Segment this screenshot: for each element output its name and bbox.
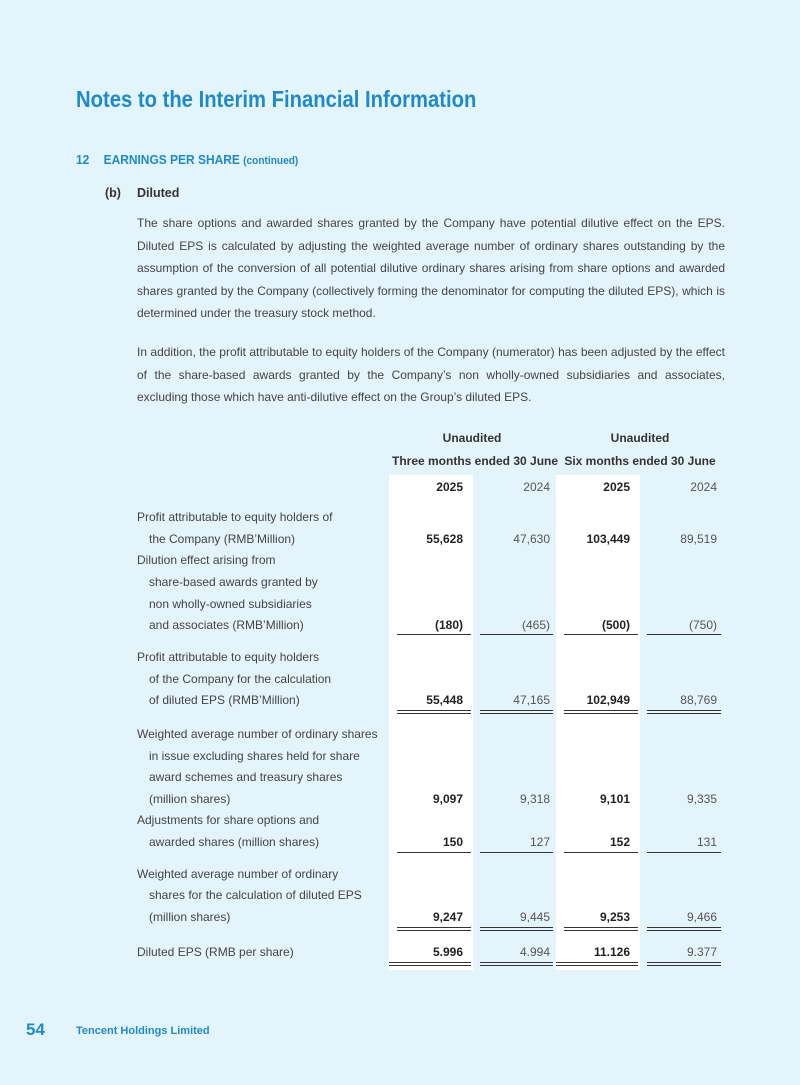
- total-double-rule: [389, 965, 471, 966]
- total-double-rule: [480, 965, 553, 966]
- subtotal-rule: [397, 852, 471, 853]
- row-label-line: and associates (RMB’Million): [149, 618, 304, 632]
- row-label-line: Weighted average number of ordinary shares: [137, 727, 378, 741]
- subtotal-rule: [480, 634, 553, 635]
- cell-value: 89,519: [680, 532, 717, 546]
- year-header-q-2024: 2024: [523, 480, 550, 494]
- paragraph-profit-adjustment: In addition, the profit attributable to equity holders of the Company (numerator) has been adjusted by the effect of the share-based awards granted by the Company’s non wholly-owned subsidiaries and associates, excluding those which have anti-dilutive effect on the Group’s diluted EPS.: [137, 345, 725, 404]
- row-label-line: awarded shares (million shares): [149, 835, 320, 849]
- column-highlight-q-2025: [389, 475, 473, 970]
- column-highlight-h-2025: [556, 475, 640, 970]
- total-double-rule: [647, 713, 721, 714]
- row-label-line: shares for the calculation of diluted EPS: [149, 888, 362, 902]
- cell-value: 103,449: [586, 532, 630, 546]
- cell-value: 9.377: [686, 945, 717, 959]
- cell-value: 9,318: [519, 792, 550, 806]
- cell-value: 47,165: [513, 693, 550, 707]
- subtotal-rule: [647, 634, 721, 635]
- row-label-line: (million shares): [149, 792, 231, 806]
- total-double-rule: [647, 927, 721, 928]
- group-status-three-months: Unaudited: [442, 431, 502, 445]
- cell-value: 9,101: [599, 792, 630, 806]
- row-label-line: share-based awards granted by: [149, 575, 318, 589]
- row-label-line: Diluted EPS (RMB per share): [137, 945, 294, 959]
- total-double-rule: [397, 927, 471, 928]
- cell-value: 9,335: [686, 792, 717, 806]
- cell-value: (500): [601, 618, 630, 632]
- total-double-rule: [397, 930, 471, 931]
- cell-value: 9,247: [432, 910, 463, 924]
- subtotal-rule: [397, 634, 471, 635]
- total-double-rule: [389, 962, 471, 963]
- cell-value: 4.994: [519, 945, 550, 959]
- paragraph-dilution-method: The share options and awarded shares granted by the Company have potential dilutive effect on the EPS. Diluted EPS is calculated by adjusting the weighted average number of ordinary shares outstanding by the assumption of the conversion of all potential dilutive ordinary shares arising from share options and awarded shares granted by the Company (collectively forming the denominator for computing the diluted EPS), which is determined under the treasury stock method.: [137, 216, 725, 320]
- total-double-rule: [480, 962, 553, 963]
- subtotal-rule: [480, 852, 553, 853]
- subtotal-rule: [564, 852, 638, 853]
- page-title: Notes to the Interim Financial Information: [76, 86, 477, 112]
- year-header-q-2025: 2025: [436, 480, 463, 494]
- cell-value: 88,769: [680, 693, 717, 707]
- cell-value: 47,630: [513, 532, 550, 546]
- section-continued: (continued): [243, 155, 299, 167]
- section-title: EARNINGS PER SHARE: [103, 152, 240, 167]
- row-label-line: in issue excluding shares held for share: [149, 749, 360, 763]
- total-double-rule: [564, 713, 638, 714]
- cell-value: 9,253: [599, 910, 630, 924]
- total-double-rule: [556, 965, 638, 966]
- section-number: 12: [76, 152, 90, 167]
- row-label-line: of the Company for the calculation: [149, 672, 332, 686]
- subtotal-rule: [564, 634, 638, 635]
- cell-value: 127: [529, 835, 550, 849]
- total-double-rule: [647, 962, 721, 963]
- row-label-line: of diluted EPS (RMB’Million): [149, 693, 300, 707]
- subsection-letter: (b): [105, 186, 121, 200]
- cell-value: 102,949: [586, 693, 630, 707]
- cell-value: 11.126: [593, 945, 630, 959]
- row-label-line: (million shares): [149, 910, 231, 924]
- page-number: 54: [26, 1020, 45, 1039]
- group-period-three-months: Three months ended 30 June: [392, 454, 559, 468]
- subsection-heading: [105, 186, 179, 200]
- cell-value: 9,097: [432, 792, 463, 806]
- total-double-rule: [564, 930, 638, 931]
- subsection-title: Diluted: [137, 186, 180, 200]
- total-double-rule: [480, 927, 553, 928]
- total-double-rule: [480, 930, 553, 931]
- cell-value: 152: [609, 835, 630, 849]
- cell-value: 5.996: [432, 945, 463, 959]
- row-label-line: Profit attributable to equity holders of: [137, 510, 333, 524]
- cell-value: (180): [434, 618, 463, 632]
- section-heading: [76, 152, 298, 167]
- row-label-line: Weighted average number of ordinary: [137, 867, 339, 881]
- group-period-six-months: Six months ended 30 June: [564, 454, 716, 468]
- year-header-h-2024: 2024: [690, 480, 717, 494]
- row-label-line: award schemes and treasury shares: [149, 770, 343, 784]
- total-double-rule: [647, 965, 721, 966]
- total-double-rule: [480, 710, 553, 711]
- group-status-six-months: Unaudited: [610, 431, 670, 445]
- row-label-line: Adjustments for share options and: [137, 813, 320, 827]
- cell-value: 131: [696, 835, 717, 849]
- total-double-rule: [647, 710, 721, 711]
- subtotal-rule: [647, 852, 721, 853]
- total-double-rule: [397, 710, 471, 711]
- year-header-h-2025: 2025: [603, 480, 630, 494]
- row-label-line: Profit attributable to equity holders: [137, 650, 320, 664]
- total-double-rule: [564, 927, 638, 928]
- total-double-rule: [556, 962, 638, 963]
- cell-value: 55,628: [426, 532, 463, 546]
- company-name: Tencent Holdings Limited: [76, 1025, 210, 1037]
- cell-value: (750): [688, 618, 717, 632]
- row-label-line: non wholly-owned subsidiaries: [149, 597, 312, 611]
- row-label-line: the Company (RMB’Million): [149, 532, 296, 546]
- cell-value: 55,448: [426, 693, 463, 707]
- cell-value: 9,466: [686, 910, 717, 924]
- total-double-rule: [480, 713, 553, 714]
- total-double-rule: [647, 930, 721, 931]
- total-double-rule: [397, 713, 471, 714]
- cell-value: 150: [442, 835, 463, 849]
- row-label-line: Dilution effect arising from: [137, 553, 276, 567]
- cell-value: (465): [521, 618, 550, 632]
- cell-value: 9,445: [519, 910, 550, 924]
- total-double-rule: [564, 710, 638, 711]
